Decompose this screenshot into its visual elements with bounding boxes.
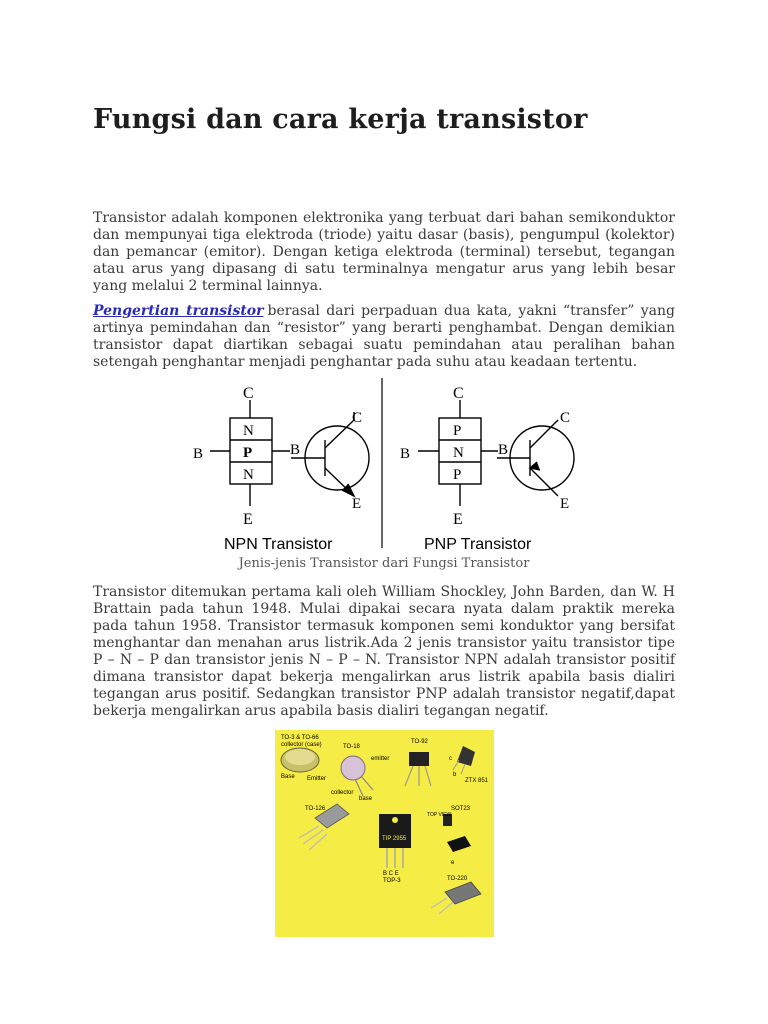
pnp-transistor-label: PNP Transistor (424, 536, 532, 553)
npn-e-label: E (243, 511, 253, 528)
pnp-circuit-symbol (497, 420, 574, 496)
definition-paragraph (93, 303, 675, 371)
pnp-b-label: B (400, 446, 411, 462)
photo-label-e: e (451, 860, 455, 866)
photo-label-top-view: TOP VIEW (427, 812, 452, 818)
pnp-symbol-b-label: B (498, 442, 509, 458)
npn-transistor-label: NPN Transistor (224, 536, 333, 553)
definition-text: berasal dari perpaduan dua kata, yakni “transfer” yang artinya pemindahan dan “resistor” yang berarti penghambat. Dengan demikian transistor dapat diartikan sebagai suatu pemindahan atau peralihan bahan setengah penghantar menjadi penghantar pada suhu atau keadaan tertentu. (93, 303, 675, 370)
photo-label-collector-case: collector (case) (281, 742, 322, 748)
photo-label-tip: TIP 2955 (382, 836, 407, 842)
transistor-packages-photo (275, 730, 494, 937)
photo-label-to126: TO-126 (305, 806, 326, 812)
photo-label-to92: TO-92 (411, 739, 428, 745)
npn-pnp-transistor-diagram (180, 378, 590, 556)
pnp-layer-3: P (453, 467, 462, 483)
npn-layer-1: N (243, 423, 254, 439)
npn-layer-3: N (243, 467, 254, 483)
npn-symbol-e-label: E (352, 496, 362, 512)
photo-label-base2: base (359, 796, 373, 802)
photo-label-base: Base (281, 774, 295, 780)
pnp-symbol-c-label: C (560, 410, 571, 426)
npn-symbol-b-label: B (290, 442, 301, 458)
npn-b-label: B (193, 446, 204, 462)
photo-label-b: b (453, 772, 457, 778)
history-paragraph: Transistor ditemukan pertama kali oleh William Shockley, John Barden, dan W. H Brattain pada tahun 1948. Mulai dipakai secara nyata dalam praktik mereka pada tahun 1958. Transistor termasuk komponen semi konduktor yang bersifat menghantar dan menahan arus listrik.Ada 2 jenis transistor yaitu transistor tipe P – N – P dan transistor jenis N – P – N. Transistor NPN adalah transistor positif dimana transistor dapat bekerja mengalirkan arus listrik apabila basis dialiri tegangan arus positif. Sedangkan transistor PNP adalah transistor negatif,dapat bekerja mengalirkan arus apabila basis dialiri tegangan negatif. (93, 584, 675, 719)
npn-symbol-c-label: C (352, 410, 363, 426)
photo-label-top3: TOP-3 (383, 878, 401, 884)
pnp-layer-2: N (453, 445, 464, 461)
photo-label-c: c (449, 756, 452, 762)
pnp-symbol-e-label: E (560, 496, 570, 512)
intro-paragraph: Transistor adalah komponen elektronika yang terbuat dari bahan semikonduktor dan mempunyai tiga elektroda (triode) yaitu dasar (basis), pengumpul (kolektor) dan pemancar (emitor). Dengan ketiga elektroda (terminal) tersebut, tegangan atau arus yang dipasang di satu terminalnya mengatur arus yang lebih besar yang melalui 2 terminal lainnya. (93, 210, 675, 294)
npn-layer-2: P (243, 445, 253, 461)
photo-label-ztx: ZTX 851 (465, 778, 489, 784)
pengertian-transistor-link[interactable]: Pengertian transistor (93, 303, 264, 319)
photo-label-to18: TO-18 (343, 744, 360, 750)
pnp-c-label: C (453, 385, 464, 402)
photo-label-to3: TO-3 & TO-66 (281, 735, 319, 741)
pnp-e-label: E (453, 511, 463, 528)
npn-c-label: C (243, 385, 254, 402)
photo-label-collector: collector (331, 790, 354, 796)
pnp-layer-1: P (453, 423, 462, 439)
photo-label-bce: B C E (383, 871, 399, 877)
photo-label-emitter-cap: Emitter (307, 776, 327, 782)
photo-label-sot23: SOT23 (451, 806, 471, 812)
figure-caption: Jenis-jenis Transistor dari Fungsi Transistor (238, 556, 530, 571)
photo-label-to220: TO-220 (447, 876, 468, 882)
photo-label-emitter: emitter (371, 756, 390, 762)
page-title: Fungsi dan cara kerja transistor (93, 104, 588, 135)
